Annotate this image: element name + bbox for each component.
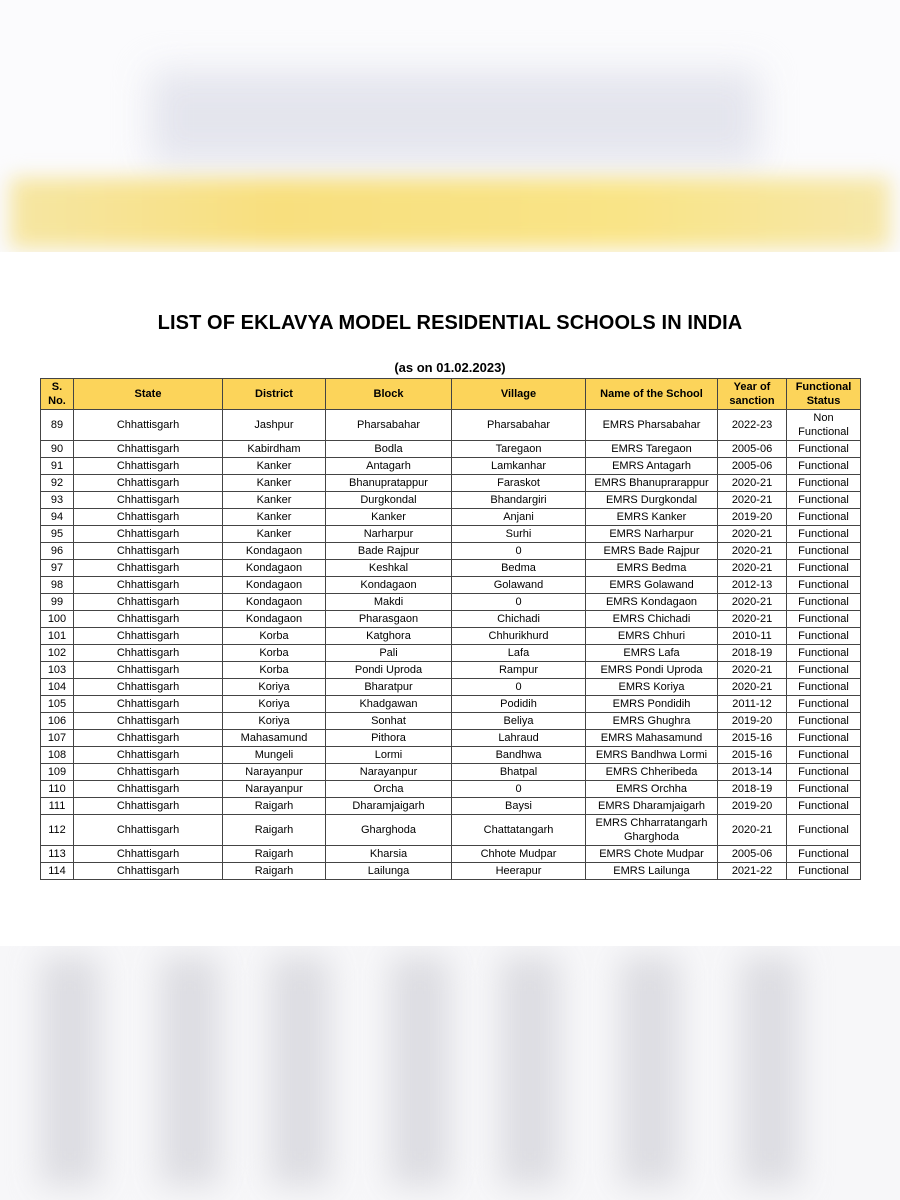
cell-sno: 93 [41,492,74,509]
table-row [41,441,861,458]
cell-state: Chhattisgarh [74,730,223,747]
cell-status: Functional [787,441,861,458]
cell-status: Functional [787,696,861,713]
table-row [41,679,861,696]
cell-village: 0 [452,543,586,560]
blurred-column [40,956,100,1186]
cell-block: Durgkondal [326,492,452,509]
cell-sno: 110 [41,781,74,798]
cell-year: 2020-21 [718,492,787,509]
cell-sno: 89 [41,410,74,441]
cell-year: 2020-21 [718,526,787,543]
cell-year: 2005-06 [718,458,787,475]
cell-district: Kanker [223,458,326,475]
cell-block: Antagarh [326,458,452,475]
cell-year: 2012-13 [718,577,787,594]
blurred-column [620,956,680,1186]
cell-village: Chhote Mudpar [452,846,586,863]
cell-village: Rampur [452,662,586,679]
cell-status: Functional [787,543,861,560]
cell-district: Kanker [223,526,326,543]
cell-year: 2015-16 [718,747,787,764]
table-row [41,410,861,441]
cell-sno: 102 [41,645,74,662]
cell-district: Koriya [223,679,326,696]
cell-school-name: EMRS Lafa [586,645,718,662]
cell-block: Pithora [326,730,452,747]
cell-state: Chhattisgarh [74,441,223,458]
cell-state: Chhattisgarh [74,781,223,798]
cell-sno: 103 [41,662,74,679]
cell-year: 2010-11 [718,628,787,645]
cell-status: Functional [787,577,861,594]
cell-year: 2020-21 [718,679,787,696]
cell-village: Beliya [452,713,586,730]
cell-state: Chhattisgarh [74,696,223,713]
table-row [41,713,861,730]
cell-school-name: EMRS Pondi Uproda [586,662,718,679]
cell-state: Chhattisgarh [74,611,223,628]
cell-state: Chhattisgarh [74,628,223,645]
table-row [41,730,861,747]
cell-status: Functional [787,458,861,475]
cell-district: Narayanpur [223,764,326,781]
table-row [41,577,861,594]
cell-district: Kabirdham [223,441,326,458]
cell-status: Functional [787,492,861,509]
cell-sno: 114 [41,863,74,880]
cell-year: 2020-21 [718,611,787,628]
cell-year: 2019-20 [718,798,787,815]
cell-village: Faraskot [452,475,586,492]
cell-year: 2020-21 [718,594,787,611]
cell-school-name: EMRS Dharamjaigarh [586,798,718,815]
cell-village: Anjani [452,509,586,526]
cell-status: Functional [787,611,861,628]
cell-state: Chhattisgarh [74,560,223,577]
cell-state: Chhattisgarh [74,662,223,679]
cell-sno: 98 [41,577,74,594]
cell-state: Chhattisgarh [74,645,223,662]
cell-status: Functional [787,764,861,781]
table-row [41,475,861,492]
cell-school-name: EMRS Kanker [586,509,718,526]
cell-sno: 107 [41,730,74,747]
cell-sno: 106 [41,713,74,730]
cell-sno: 109 [41,764,74,781]
cell-year: 2020-21 [718,815,787,846]
cell-village: 0 [452,781,586,798]
cell-year: 2021-22 [718,863,787,880]
cell-sno: 101 [41,628,74,645]
cell-year: 2005-06 [718,441,787,458]
cell-village: Taregaon [452,441,586,458]
cell-district: Kondagaon [223,594,326,611]
cell-village: Lamkanhar [452,458,586,475]
table-row [41,628,861,645]
cell-block: Bade Rajpur [326,543,452,560]
cell-status: Functional [787,781,861,798]
cell-school-name: EMRS Lailunga [586,863,718,880]
cell-sno: 108 [41,747,74,764]
cell-district: Kondagaon [223,577,326,594]
table-row [41,863,861,880]
cell-village: Pharsabahar [452,410,586,441]
blurred-column [390,956,450,1186]
cell-district: Jashpur [223,410,326,441]
table-body [41,410,861,880]
table-row [41,560,861,577]
cell-village: Bedma [452,560,586,577]
cell-year: 2020-21 [718,662,787,679]
cell-state: Chhattisgarh [74,594,223,611]
cell-village: Golawand [452,577,586,594]
cell-school-name: EMRS Ghughra [586,713,718,730]
table-row [41,696,861,713]
cell-village: Bhandargiri [452,492,586,509]
cell-district: Kondagaon [223,543,326,560]
cell-status: Functional [787,475,861,492]
cell-block: Khadgawan [326,696,452,713]
cell-school-name: EMRS Bhanuprarappur [586,475,718,492]
column-header-status: Functional Status [787,379,861,410]
cell-state: Chhattisgarh [74,509,223,526]
cell-block: Narayanpur [326,764,452,781]
cell-status: Functional [787,730,861,747]
cell-status: Functional [787,662,861,679]
cell-district: Mungeli [223,747,326,764]
cell-sno: 111 [41,798,74,815]
table-row [41,747,861,764]
schools-table [40,378,861,880]
cell-block: Katghora [326,628,452,645]
cell-status: Functional [787,560,861,577]
column-header-sno: S. No. [41,379,74,410]
cell-state: Chhattisgarh [74,526,223,543]
cell-sno: 91 [41,458,74,475]
cell-school-name: EMRS Golawand [586,577,718,594]
cell-status: Functional [787,747,861,764]
cell-state: Chhattisgarh [74,764,223,781]
cell-district: Kanker [223,492,326,509]
cell-block: Keshkal [326,560,452,577]
cell-school-name: EMRS Orchha [586,781,718,798]
cell-block: Makdi [326,594,452,611]
cell-school-name: EMRS Durgkondal [586,492,718,509]
cell-sno: 95 [41,526,74,543]
cell-school-name: EMRS Chhuri [586,628,718,645]
cell-district: Mahasamund [223,730,326,747]
blurred-banner [150,70,760,165]
cell-village: Lahraud [452,730,586,747]
cell-district: Raigarh [223,863,326,880]
cell-status: Non Functional [787,410,861,441]
cell-district: Korba [223,662,326,679]
cell-status: Functional [787,846,861,863]
cell-status: Functional [787,815,861,846]
cell-year: 2022-23 [718,410,787,441]
cell-status: Functional [787,679,861,696]
cell-status: Functional [787,628,861,645]
cell-district: Kondagaon [223,560,326,577]
cell-year: 2005-06 [718,846,787,863]
cell-block: Kondagaon [326,577,452,594]
table-row [41,543,861,560]
cell-district: Kanker [223,475,326,492]
cell-district: Narayanpur [223,781,326,798]
table-row [41,594,861,611]
cell-block: Pharsabahar [326,410,452,441]
cell-school-name: EMRS Bandhwa Lormi [586,747,718,764]
cell-block: Pali [326,645,452,662]
cell-school-name: EMRS Kondagaon [586,594,718,611]
cell-block: Gharghoda [326,815,452,846]
cell-village: Chichadi [452,611,586,628]
cell-school-name: EMRS Chheribeda [586,764,718,781]
cell-block: Lormi [326,747,452,764]
blurred-yellow-strip [10,178,890,248]
cell-year: 2020-21 [718,475,787,492]
table-row [41,611,861,628]
cell-village: Surhi [452,526,586,543]
cell-school-name: EMRS Mahasamund [586,730,718,747]
cell-sno: 100 [41,611,74,628]
table-row [41,458,861,475]
cell-school-name: EMRS Antagarh [586,458,718,475]
cell-state: Chhattisgarh [74,815,223,846]
cell-state: Chhattisgarh [74,798,223,815]
cell-district: Kanker [223,509,326,526]
cell-year: 2011-12 [718,696,787,713]
cell-state: Chhattisgarh [74,475,223,492]
cell-sno: 96 [41,543,74,560]
cell-block: Orcha [326,781,452,798]
cell-school-name: EMRS Chharratangarh Gharghoda [586,815,718,846]
cell-state: Chhattisgarh [74,713,223,730]
cell-district: Raigarh [223,815,326,846]
cell-block: Sonhat [326,713,452,730]
page-title: LIST OF EKLAVYA MODEL RESIDENTIAL SCHOOLS IN INDIA [157,312,743,334]
cell-school-name: EMRS Taregaon [586,441,718,458]
cell-village: Heerapur [452,863,586,880]
cell-block: Bodla [326,441,452,458]
table-row [41,526,861,543]
cell-year: 2019-20 [718,509,787,526]
table-row [41,645,861,662]
cell-village: Chhurikhurd [452,628,586,645]
column-header-district: District [223,379,326,410]
cell-district: Raigarh [223,798,326,815]
table-row [41,509,861,526]
cell-village: Bandhwa [452,747,586,764]
cell-status: Functional [787,509,861,526]
table-row [41,764,861,781]
table-row [41,781,861,798]
cell-village: Lafa [452,645,586,662]
cell-status: Functional [787,863,861,880]
blurred-header-area [0,0,900,252]
cell-village: 0 [452,594,586,611]
cell-school-name: EMRS Narharpur [586,526,718,543]
cell-district: Koriya [223,696,326,713]
table-row [41,662,861,679]
cell-state: Chhattisgarh [74,747,223,764]
cell-village: Baysi [452,798,586,815]
cell-sno: 113 [41,846,74,863]
cell-district: Raigarh [223,846,326,863]
column-header-year: Year of sanction [718,379,787,410]
cell-state: Chhattisgarh [74,846,223,863]
cell-state: Chhattisgarh [74,679,223,696]
cell-sno: 105 [41,696,74,713]
cell-sno: 104 [41,679,74,696]
blurred-column [500,956,560,1186]
table-header-row [41,379,861,410]
cell-block: Kharsia [326,846,452,863]
page-subtitle: (as on 01.02.2023) [394,360,506,375]
cell-block: Pharasgaon [326,611,452,628]
table-row [41,846,861,863]
column-header-school-name: Name of the School [586,379,718,410]
column-header-state: State [74,379,223,410]
cell-school-name: EMRS Bade Rajpur [586,543,718,560]
cell-state: Chhattisgarh [74,577,223,594]
cell-year: 2020-21 [718,543,787,560]
column-header-block: Block [326,379,452,410]
cell-status: Functional [787,594,861,611]
cell-year: 2020-21 [718,560,787,577]
cell-year: 2015-16 [718,730,787,747]
cell-school-name: EMRS Chichadi [586,611,718,628]
cell-district: Kondagaon [223,611,326,628]
blurred-footer-area [0,946,900,1200]
cell-sno: 94 [41,509,74,526]
cell-status: Functional [787,713,861,730]
cell-block: Lailunga [326,863,452,880]
cell-sno: 92 [41,475,74,492]
cell-year: 2013-14 [718,764,787,781]
cell-district: Koriya [223,713,326,730]
cell-sno: 90 [41,441,74,458]
cell-year: 2018-19 [718,781,787,798]
column-header-village: Village [452,379,586,410]
cell-year: 2019-20 [718,713,787,730]
cell-village: Bhatpal [452,764,586,781]
cell-block: Bhanupratappur [326,475,452,492]
cell-village: Chattatangarh [452,815,586,846]
cell-village: 0 [452,679,586,696]
cell-state: Chhattisgarh [74,863,223,880]
cell-district: Korba [223,628,326,645]
cell-year: 2018-19 [718,645,787,662]
cell-state: Chhattisgarh [74,410,223,441]
cell-status: Functional [787,798,861,815]
blurred-column [270,956,330,1186]
table-row [41,492,861,509]
cell-district: Korba [223,645,326,662]
cell-sno: 97 [41,560,74,577]
cell-block: Pondi Uproda [326,662,452,679]
cell-sno: 112 [41,815,74,846]
blurred-column [160,956,220,1186]
cell-state: Chhattisgarh [74,458,223,475]
cell-block: Dharamjaigarh [326,798,452,815]
cell-status: Functional [787,645,861,662]
cell-sno: 99 [41,594,74,611]
cell-status: Functional [787,526,861,543]
cell-state: Chhattisgarh [74,492,223,509]
cell-block: Bharatpur [326,679,452,696]
cell-block: Kanker [326,509,452,526]
cell-school-name: EMRS Pondidih [586,696,718,713]
cell-village: Podidih [452,696,586,713]
cell-school-name: EMRS Pharsabahar [586,410,718,441]
blurred-column [740,956,800,1186]
cell-school-name: EMRS Chote Mudpar [586,846,718,863]
table-row [41,798,861,815]
table-row [41,815,861,846]
cell-block: Narharpur [326,526,452,543]
cell-state: Chhattisgarh [74,543,223,560]
cell-school-name: EMRS Koriya [586,679,718,696]
cell-school-name: EMRS Bedma [586,560,718,577]
